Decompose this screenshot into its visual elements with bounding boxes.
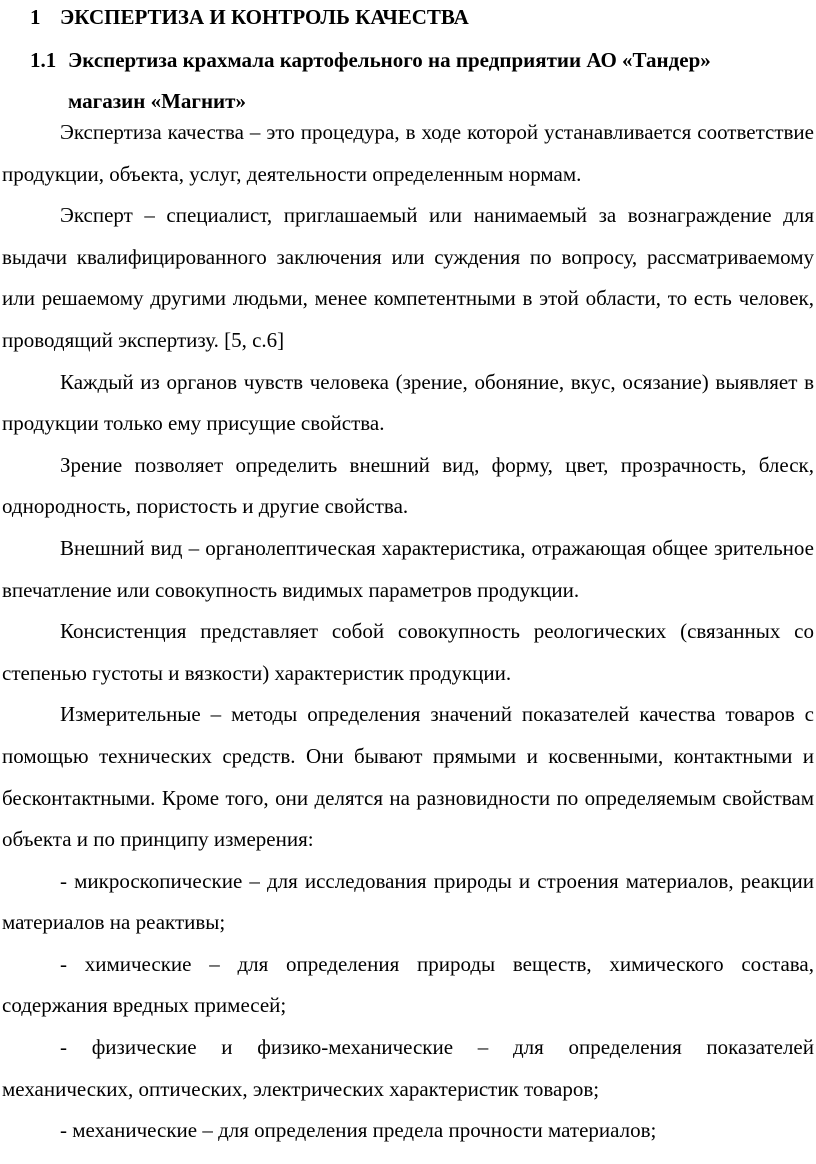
list-item-mechanical: - механические – для определения предела прочности материалов; xyxy=(60,1118,657,1143)
section-title-line-1: Экспертиза крахмала картофельного на предприятии АО «Тандер» xyxy=(68,48,711,72)
list-item-microscopic: - микроскопические – для исследования природы и строения материалов, реакции материалов на реактивы; xyxy=(2,868,814,935)
section-number: 1.1 xyxy=(30,48,57,72)
paragraph-senses: Каждый из органов чувств человека (зрение, обоняние, вкус, осязание) выявляет в продукции только ему присущие свойства. xyxy=(2,369,814,436)
list-item-physical: - физические и физико-механические – для определения показателей механических, оптических, электрических характеристик товаров; xyxy=(2,1035,814,1101)
section-heading xyxy=(30,40,814,122)
paragraph-expertise-definition: Экспертиза качества – это процедура, в ходе которой устанавливается соответствие продукции, объекта, услуг, деятельности определенным нормам. xyxy=(2,120,814,186)
paragraph-consistency: Консистенция представляет собой совокупность реологических (связанных со степенью густоты и вязкости) характеристик продукции. xyxy=(2,619,814,685)
chapter-heading xyxy=(30,2,469,32)
paragraph-expert-definition: Эксперт – специалист, приглашаемый или нанимаемый за вознаграждение для выдачи квалифицированного заключения или суждения по вопросу, рассматриваемому или решаемому другими людьми, менее компетентными в этой области, то есть человек, проводящий экспертизу. [5, с.6] xyxy=(2,203,814,352)
chapter-title: ЭКСПЕРТИЗА И КОНТРОЛЬ КАЧЕСТВА xyxy=(60,5,469,29)
paragraph-measuring-methods: Измерительные – методы определения значений показателей качества товаров с помощью технических средств. Они бывают прямыми и косвенными, контактными и бесконтактными. Кроме того, они делятся на разновидности по определяемым свойствам объекта и по принципу измерения: xyxy=(2,702,814,852)
paragraph-appearance: Внешний вид – органолептическая характеристика, отражающая общее зрительное впечатление или совокупность видимых параметров продукции. xyxy=(2,535,814,602)
section-title-line-2: магазин «Магнит» xyxy=(68,89,246,113)
list-item-chemical: - химические – для определения природы веществ, химического состава, содержания вредных примесей; xyxy=(2,951,814,1018)
document-body xyxy=(2,112,814,1152)
chapter-number: 1 xyxy=(30,5,41,29)
paragraph-vision: Зрение позволяет определить внешний вид, форму, цвет, прозрачность, блеск, однородность, пористость и другие свойства. xyxy=(2,452,814,519)
